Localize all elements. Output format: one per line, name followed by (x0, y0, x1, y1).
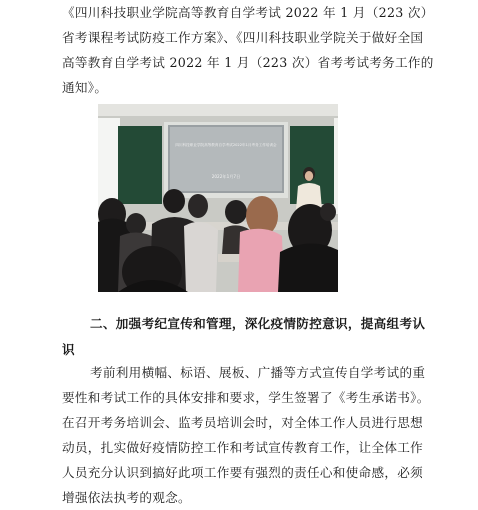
slide-title: 四川科技职业学院高等教育自学考试2022年1月考务工作培训会 (175, 143, 277, 147)
meeting-photo (98, 104, 338, 292)
intro-paragraph: 《四川科技职业学院高等教育自学考试 2022 年 1 月（223 次）省考课程考试防疫工作方案》、《四川科技职业学院关于做好全国高等教育自学考试 2022 年 1 月（223 次）省考考试考务工作的通知》。 (62, 5, 434, 95)
body-paragraph: 考前利用横幅、标语、展板、广播等方式宣传自学考试的重要性和考试工作的具体安排和要求，学生签署了《考生承诺书》。在召开考务培训会、监考员培训会时，对全体工作人员进行思想动员，扎实做好疫情防控工作和考试宣传教育工作，让全体工作人员充分认识到搞好此项工作要有强烈的责任心和使命感，必须增强依法执考的观念。 (62, 365, 430, 505)
slide-date: 2022年1月7日 (211, 174, 241, 179)
section-heading: 二、加强考纪宣传和管理，深化疫情防控意识，提高组考认识 (62, 316, 426, 357)
